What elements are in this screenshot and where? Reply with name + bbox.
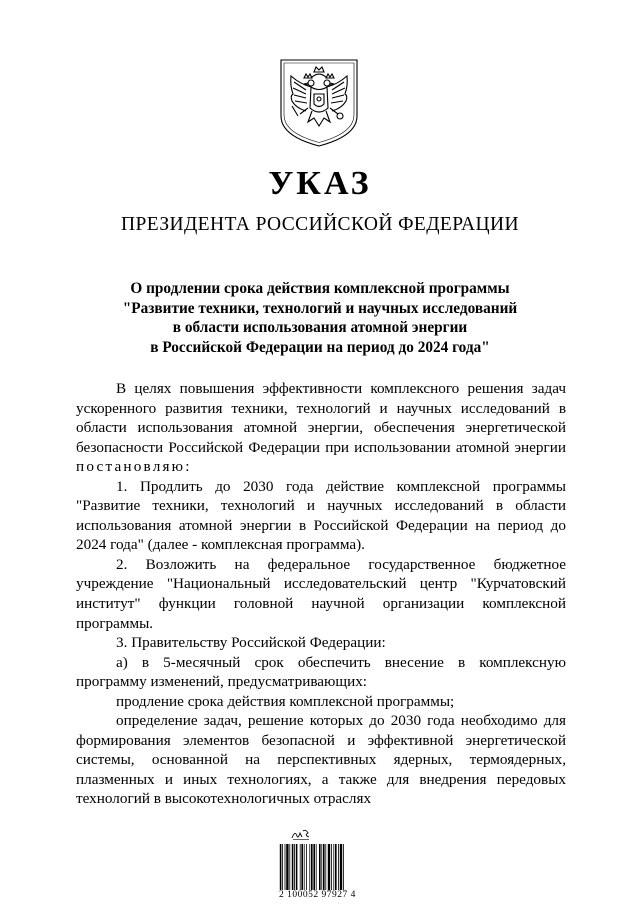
paragraph-1: 1. Продлить до 2030 года действие комплексной программы "Развитие техники, технологий и научных исследований в области использования атомной энергии в Российской Федерации на период до 2024 года" (далее - комплексная программа).: [76, 477, 566, 554]
paragraph-3: 3. Правительству Российской Федерации:: [116, 634, 386, 652]
heading-line: О продлении срока действия комплексной программы: [130, 280, 510, 297]
preamble-text: В целях повышения эффективности комплексного решения задач ускоренного развития техники, технологий и научных исследований в области использования атомной энергии, обеспечения энергетической безопасности Российской Федерации при использовании атомной энергии: [76, 380, 566, 456]
paragraph-3a: а) в 5-месячный срок обеспечить внесение в комплексную программу изменений, предусматривающих:: [76, 653, 566, 691]
heading-line: в области использования атомной энергии: [172, 319, 468, 337]
decree-heading: [60, 279, 580, 357]
heading-line: "Развитие техники, технологий и научных исследований: [122, 299, 518, 317]
document-title: УКАЗ: [268, 165, 372, 202]
initials-signature-icon: [290, 827, 312, 841]
preamble-paragraph: [76, 379, 566, 477]
paragraph-item-tasks: определение задач, решение которых до 2030 года необходимо для формирования элементов безопасной и эффективной энергетической системы, основанной на перспективных ядерных, термоядерных, плазменных и иных технологиях, а также для внедрения передовых технологий в высокотехнологичных отраслях: [76, 712, 566, 808]
document-subtitle: ПРЕЗИДЕНТА РОССИЙСКОЙ ФЕДЕРАЦИИ: [121, 214, 519, 235]
barcode: [279, 844, 367, 890]
paragraph-item-extension: продление срока действия комплексной программы;: [116, 692, 455, 710]
heading-line: в Российской Федерации на период до 2024 года": [150, 338, 490, 356]
state-emblem-icon: [278, 56, 360, 148]
decree-body: [76, 379, 566, 809]
barcode-number: 2 100052 97927 4: [279, 890, 356, 900]
paragraph-2: 2. Возложить на федеральное государственное бюджетное учреждение "Национальный исследовательский центр "Курчатовский институт" функции головной научной организации комплексной программы.: [76, 555, 566, 632]
decree-word: постановляю:: [76, 458, 192, 476]
